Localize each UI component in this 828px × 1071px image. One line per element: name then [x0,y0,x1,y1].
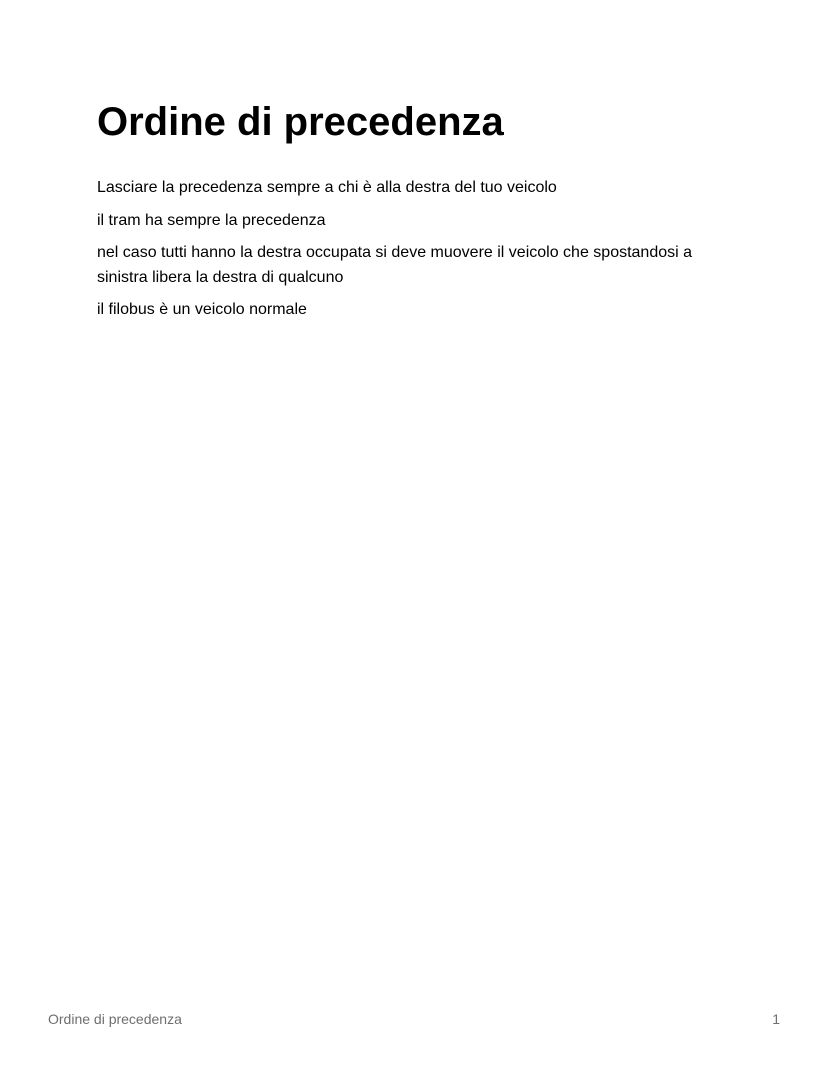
paragraph: nel caso tutti hanno la destra occupata si deve muovere il veicolo che spostandosi a sinistra libera la destra di qualcuno [97,244,693,286]
page-title: Ordine di precedenza [97,100,504,144]
page-number: 1 [772,1011,780,1027]
document-body [97,176,737,331]
footer-title: Ordine di precedenza [48,1011,182,1027]
paragraph: Lasciare la precedenza sempre a chi è alla destra del tuo veicolo [97,179,557,196]
paragraph: il tram ha sempre la precedenza [97,211,326,229]
paragraph: il filobus è un veicolo normale [97,301,307,318]
